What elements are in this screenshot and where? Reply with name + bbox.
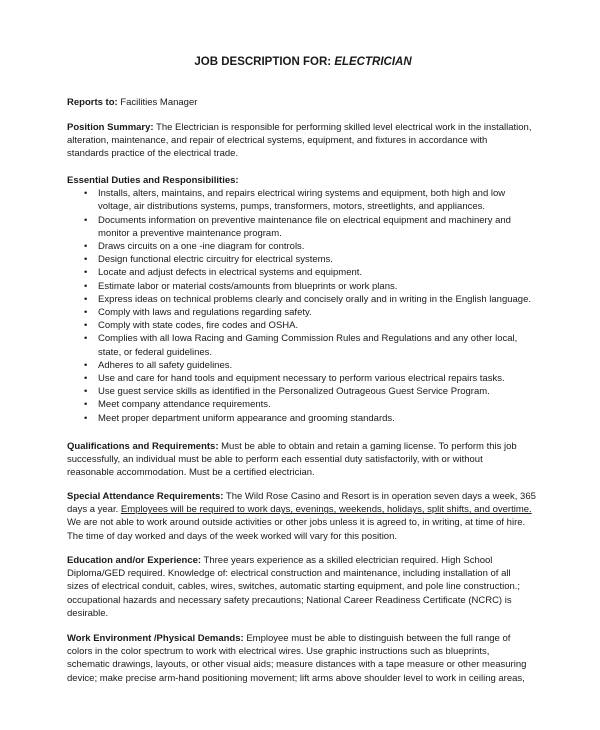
text-line: • Use and care for hand tools and equipment necessary to perform various electrical repairs tasks. xyxy=(98,373,505,385)
text-line: days a year. xyxy=(67,504,121,516)
reports-to xyxy=(67,96,587,109)
section-label: Essential Duties and Responsibilities: xyxy=(67,175,239,186)
text-line: standards practice of the electrical trade. xyxy=(67,148,239,160)
text-line: sizes of electrical conduit, cables, wires, switches, automatic starting equipment, and pole line construction.; xyxy=(67,581,521,593)
text-line: The Electrician is responsible for performing skilled level electrical work in the installation, xyxy=(153,122,532,133)
text-line: monitor a preventive maintenance program. xyxy=(98,227,282,239)
text-line: • Use guest service skills as identified in the Personalized Outrageous Guest Service Program. xyxy=(98,386,490,398)
text-line: • Documents information on preventive maintenance file on electrical equipment and machinery and xyxy=(98,214,511,226)
text-line: • Express ideas on technical problems clearly and concisely orally and in writing in the English language. xyxy=(98,293,532,305)
section-label: Position Summary: xyxy=(67,122,154,133)
duty-item xyxy=(67,412,587,425)
duty-item xyxy=(67,266,587,279)
text-line: • Design functional electric circuitry for electrical systems. xyxy=(98,254,333,266)
text-line: • Meet proper department uniform appearance and grooming standards. xyxy=(98,412,395,424)
special-attendance xyxy=(67,490,587,543)
text-line: • Meet company attendance requirements. xyxy=(98,399,271,411)
text-line: • Installs, alters, maintains, and repairs electrical wiring systems and equipment, both high and low xyxy=(98,188,506,200)
text-line: The time of day worked and days of the week worked will vary for this position. xyxy=(67,530,398,542)
text-line: We are not able to work around outside activities or other jobs unless it is agreed to, in writing, at time of hire. xyxy=(67,517,526,529)
text-line: successfully, an individual must be able to perform each essential duty satisfactorily, with or without xyxy=(67,454,483,466)
text-line: The Wild Rose Casino and Resort is in operation seven days a week, 365 xyxy=(223,491,536,502)
text-line: alteration, maintenance, and repair of electrical systems, equipment, and fixtures in accordance with xyxy=(67,135,488,147)
duty-item xyxy=(67,293,587,306)
duty-item xyxy=(67,398,587,411)
duty-item xyxy=(67,187,587,213)
duty-item xyxy=(67,214,587,240)
underlined-text: Employees will be required to work days, evenings, weekends, holidays, split shifts, and overtime. xyxy=(120,504,532,516)
text-line: Must be able to obtain and retain a gaming license. To perform this job xyxy=(218,441,517,452)
text-line: device; make precise arm-hand positioning movement; lift arms above shoulder level to work in ceiling areas, xyxy=(67,672,525,684)
text-line: • Locate and adjust defects in electrical systems and equipment. xyxy=(98,267,363,279)
text-line: Employee must be able to distinguish between the full range of xyxy=(243,633,511,644)
text-line: voltage, air distributions systems, pumps, transformers, motors, streetlights, and appliances. xyxy=(98,201,486,213)
duties-list xyxy=(67,187,587,425)
duty-item xyxy=(67,306,587,319)
text-line: state, or federal guidelines. xyxy=(98,346,213,358)
text-line: reasonable accommodation. Must be a certified electrician. xyxy=(67,467,315,479)
qualifications xyxy=(67,440,587,480)
text-line: Diploma/GED required. Knowledge of: electrical construction and maintenance, including installation of all xyxy=(67,568,511,580)
duty-item xyxy=(67,385,587,398)
section-label: Special Attendance Requirements: xyxy=(67,491,224,502)
education xyxy=(67,554,587,620)
duty-item xyxy=(67,359,587,372)
duty-item xyxy=(67,372,587,385)
reports-label: Reports to: xyxy=(67,97,118,108)
duty-item xyxy=(67,332,587,358)
section-label: Education and/or Experience: xyxy=(67,555,202,566)
essential-duties xyxy=(67,174,587,425)
work-environment xyxy=(67,632,587,685)
text-line: • Comply with laws and regulations regarding safety. xyxy=(98,307,312,319)
section-label: Work Environment /Physical Demands: xyxy=(67,633,244,644)
duty-item xyxy=(67,240,587,253)
document-title xyxy=(0,55,600,69)
title-prefix: JOB DESCRIPTION FOR: xyxy=(194,56,335,68)
text-line: desirable. xyxy=(67,607,109,619)
job-title: ELECTRICIAN xyxy=(334,56,412,68)
text-line: • Draws circuits on a one -ine diagram for controls. xyxy=(98,241,305,253)
text-line: schematic drawings, layouts, or other visual aids; measure distances with a tape measure or other measuring xyxy=(67,659,527,671)
duty-item xyxy=(67,253,587,266)
text-line: • Comply with state codes, fire codes and OSHA. xyxy=(98,320,299,332)
position-summary xyxy=(67,121,587,161)
duty-item xyxy=(67,280,587,293)
duty-item xyxy=(67,319,587,332)
section-label: Qualifications and Requirements: xyxy=(67,441,219,452)
text-line: occupational hazards and necessary safety precautions; National Career Readiness Certificate (NCRC) is xyxy=(67,594,512,606)
text-line: colors in the color spectrum to work with electrical wires. Use graphic instructions such as blueprints, xyxy=(67,646,490,658)
text-line: • Estimate labor or material costs/amounts from blueprints or work plans. xyxy=(98,280,398,292)
reports-value: Facilities Manager xyxy=(117,97,198,108)
text-line: Three years experience as a skilled electrician required. High School xyxy=(201,555,493,566)
text-line: • Complies with all Iowa Racing and Gaming Commission Rules and Regulations and any other local, xyxy=(98,333,518,345)
text-line: • Adheres to all safety guidelines. xyxy=(98,359,233,371)
